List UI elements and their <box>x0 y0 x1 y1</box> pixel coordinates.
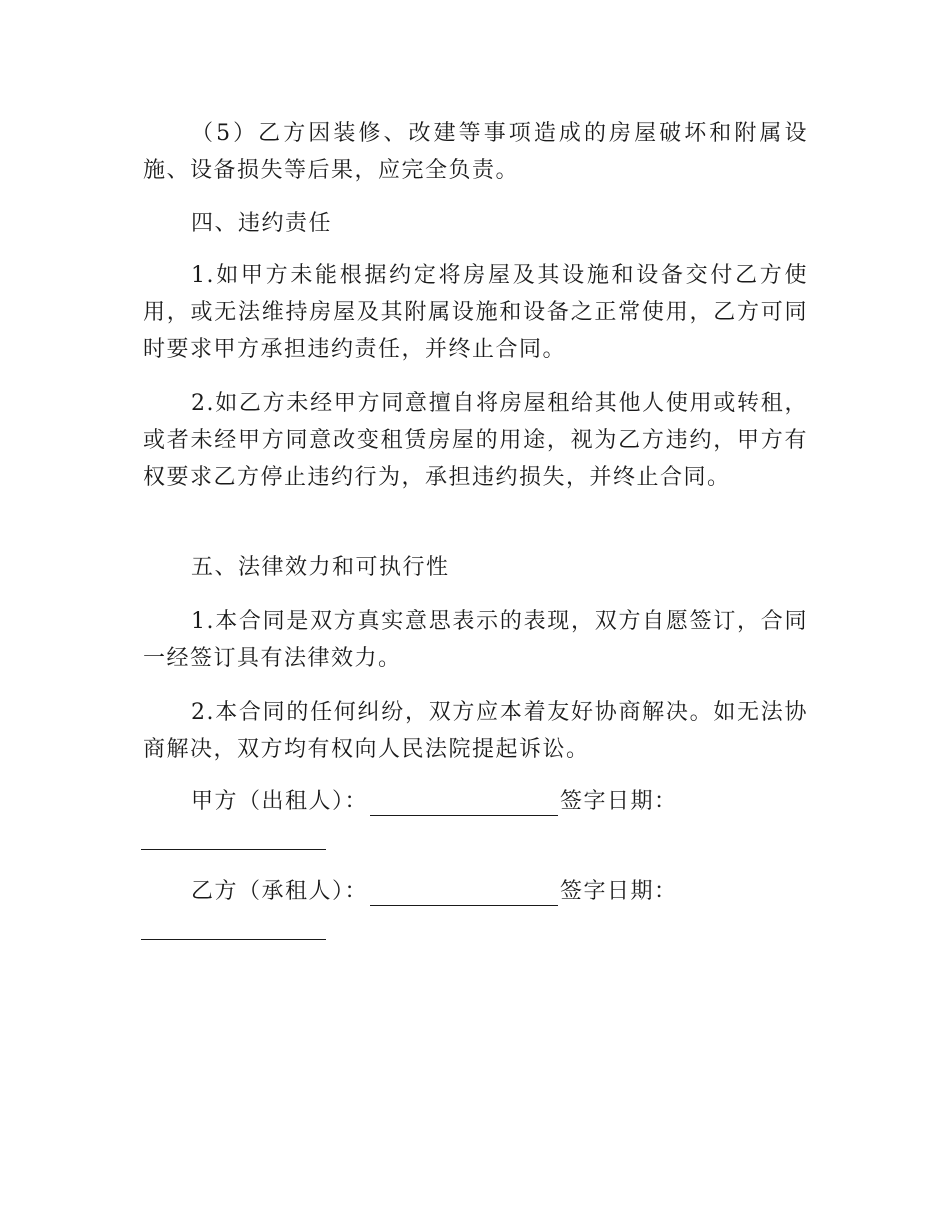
clause-paragraph-5: （5）乙方因装修、改建等事项造成的房屋破坏和附属设施、设备损失等后果，应完全负责。 <box>143 121 808 183</box>
section-heading-legal-effect: 五、法律效力和可执行性 <box>191 555 450 580</box>
party-b-label: 乙方（承租人）： <box>191 879 369 904</box>
breach-clause-1: 1.如甲方未能根据约定将房屋及其设施和设备交付乙方使用，或无法维持房屋及其附属设施和设备之正常使用，乙方可同时要求甲方承担违约责任，并终止合同。 <box>143 263 808 362</box>
party-b-signature-line <box>191 873 678 910</box>
party-a-date-label: 签字日期： <box>560 789 678 814</box>
party-a-date-field[interactable] <box>141 849 326 850</box>
party-b-date-label: 签字日期： <box>560 879 678 904</box>
section-heading-breach-liability: 四、违约责任 <box>191 211 333 236</box>
breach-clause-2: 2.如乙方未经甲方同意擅自将房屋租给其他人使用或转租，或者未经甲方同意改变租赁房屋的用途，视为乙方违约，甲方有权要求乙方停止违约行为，承担违约损失，并终止合同。 <box>143 391 808 490</box>
party-a-label: 甲方（出租人）： <box>191 789 369 814</box>
legal-clause-2: 2.本合同的任何纠纷，双方应本着友好协商解决。如无法协商解决，双方均有权向人民法院提起诉讼。 <box>143 700 808 762</box>
party-a-signature-field[interactable] <box>370 789 558 816</box>
party-b-date-field[interactable] <box>141 939 326 940</box>
party-a-signature-line <box>191 783 678 820</box>
legal-clause-1: 1.本合同是双方真实意思表示的表现，双方自愿签订，合同一经签订具有法律效力。 <box>143 609 808 671</box>
party-b-signature-field[interactable] <box>370 879 558 906</box>
